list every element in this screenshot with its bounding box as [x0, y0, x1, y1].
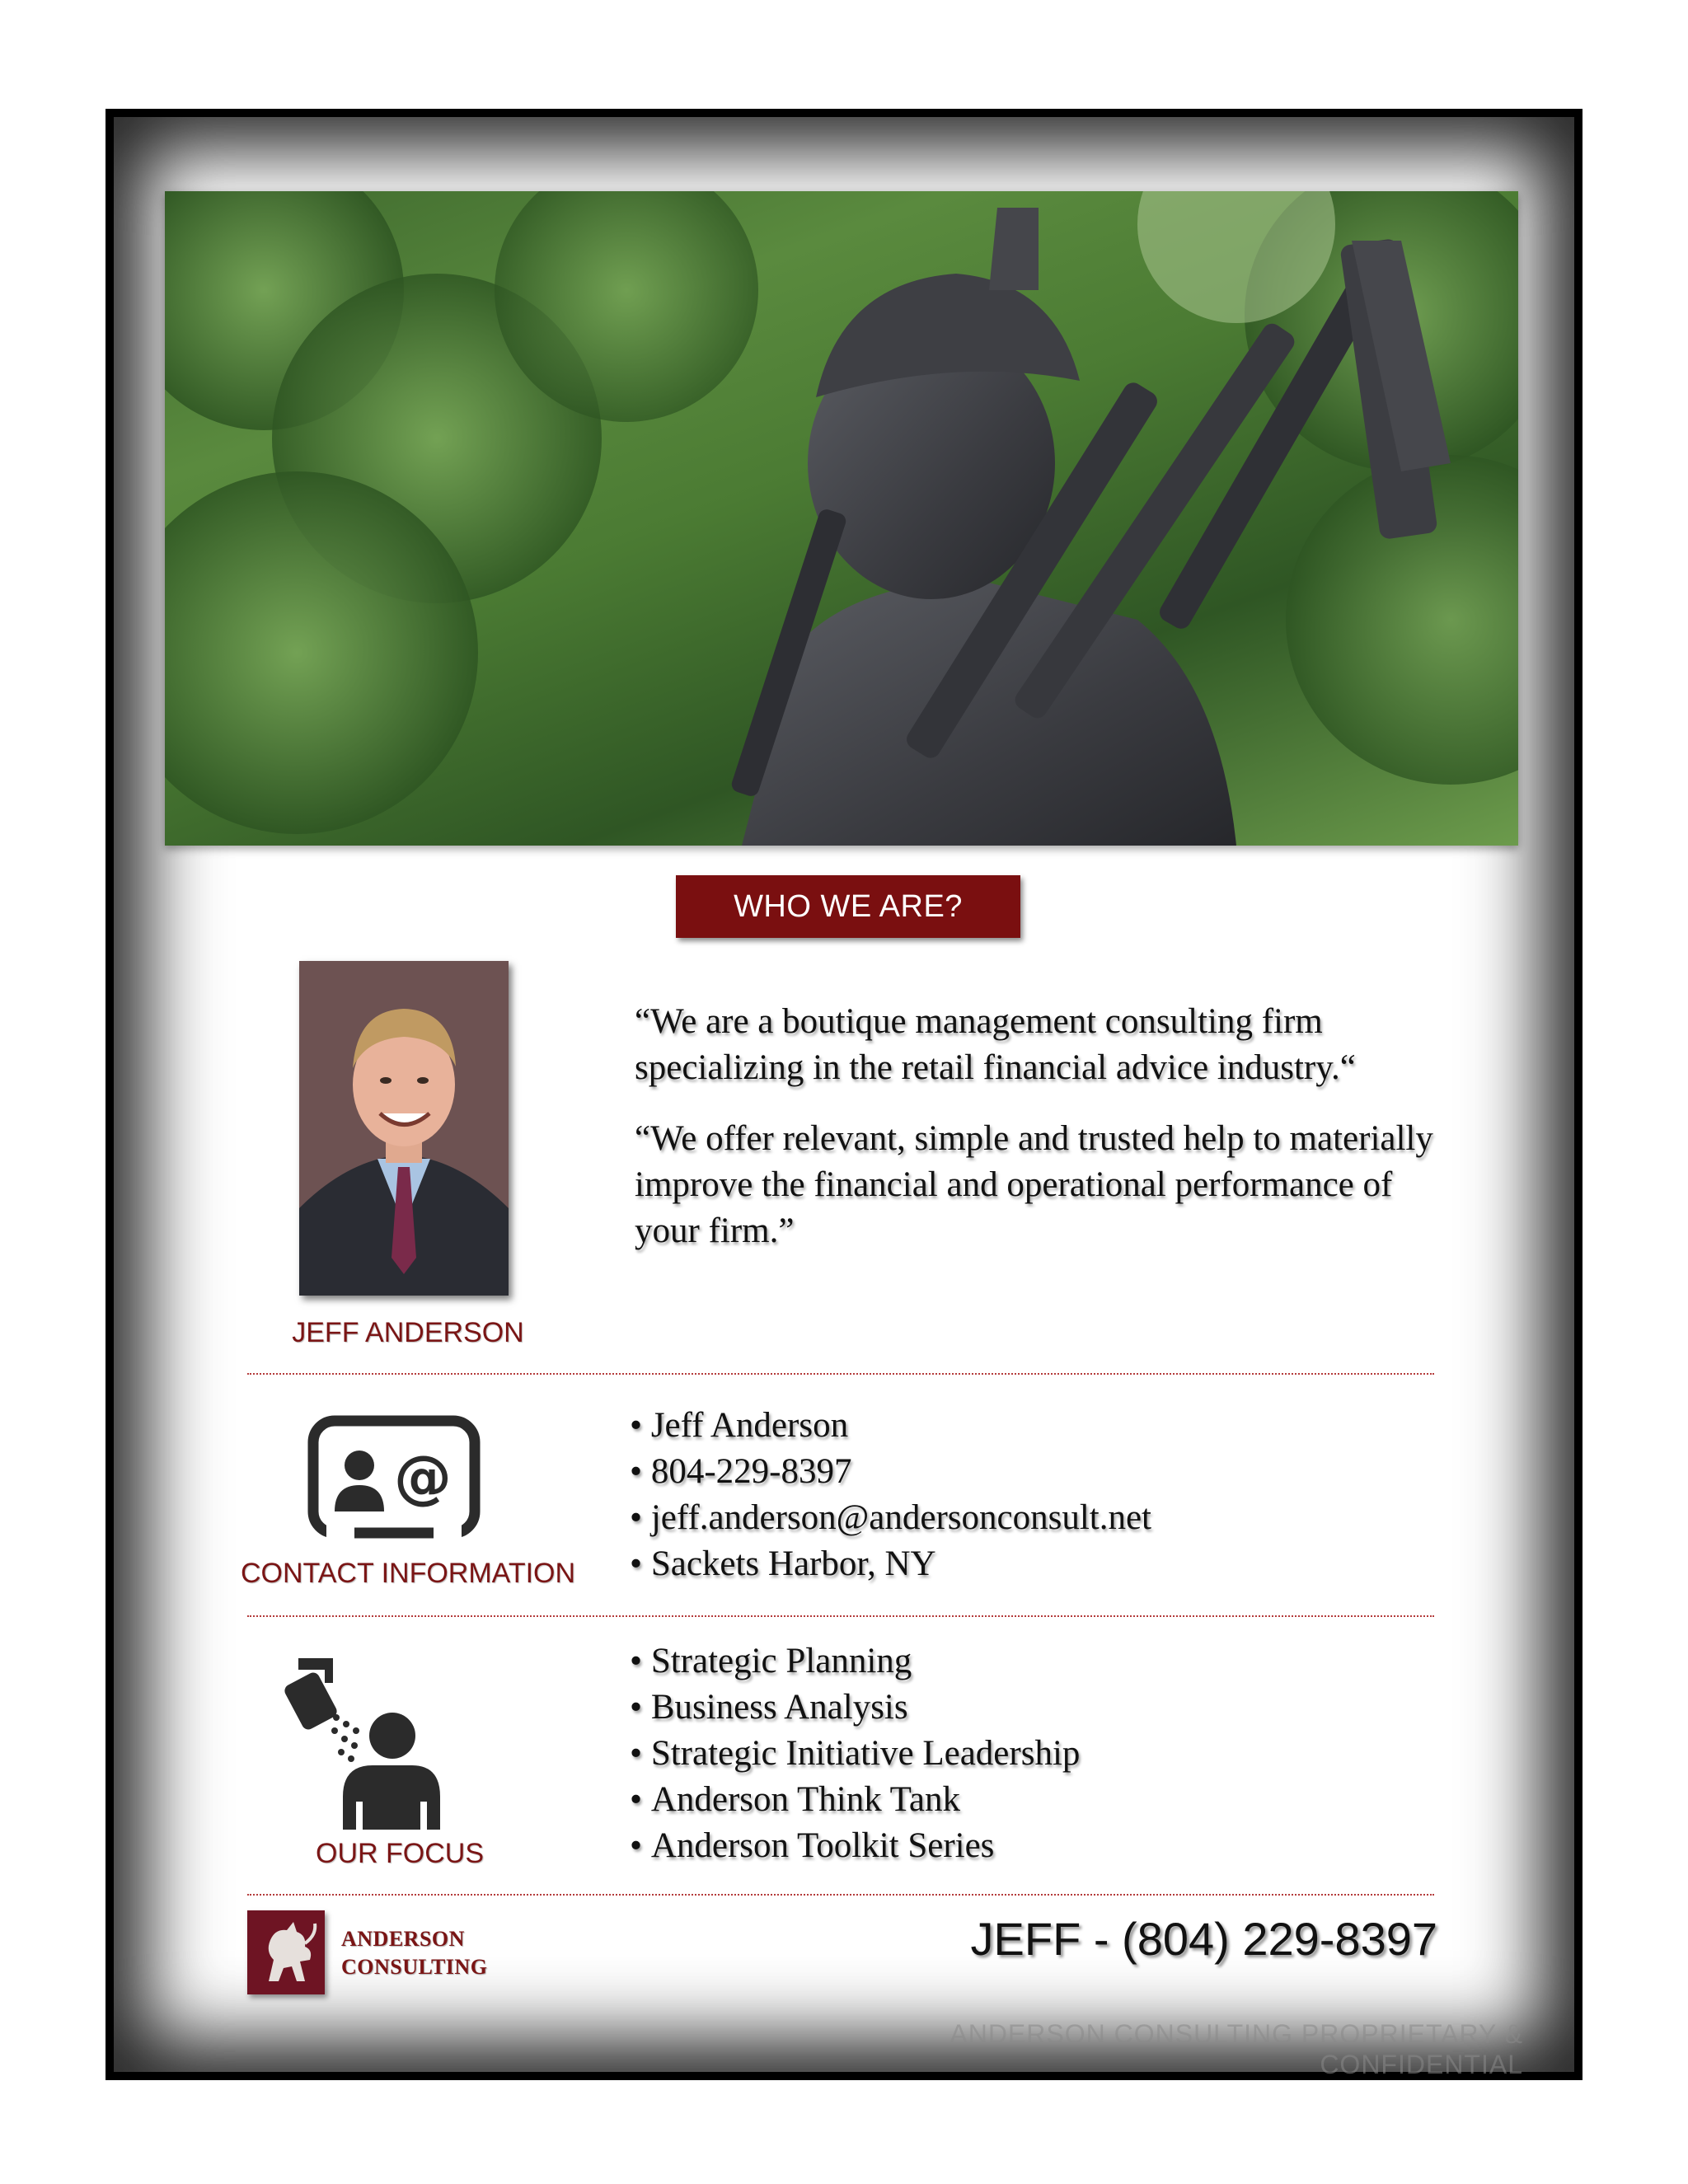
profile-portrait: [299, 961, 509, 1296]
focus-item: • Strategic Initiative Leadership: [630, 1731, 1080, 1777]
profile-name-caption: JEFF ANDERSON: [292, 1317, 524, 1348]
logo-line-2: CONSULTING: [341, 1955, 488, 1979]
focus-item: • Business Analysis: [630, 1685, 1080, 1731]
focus-list: [630, 1638, 1080, 1869]
quote-1: “We are a boutique management consulting firm specializing in the retail financial advice industry.“: [635, 1002, 1356, 1087]
contact-email: • jeff.anderson@andersonconsult.net: [630, 1495, 1151, 1541]
confidential-notice: ANDERSON CONSULTING PROPRIETARY & CONFIDENTIAL: [950, 2019, 1523, 2079]
logo-line-1: ANDERSON: [341, 1927, 465, 1951]
hero-image-bagpiper-statue: [165, 191, 1518, 846]
focus-item: • Anderson Think Tank: [630, 1777, 1080, 1823]
focus-item: • Strategic Planning: [630, 1638, 1080, 1685]
divider: [247, 1615, 1434, 1617]
contact-name: • Jeff Anderson: [630, 1403, 1151, 1449]
logo-wordmark: [341, 1925, 487, 1981]
focus-item: • Anderson Toolkit Series: [630, 1823, 1080, 1869]
quote-2: “We offer relevant, simple and trusted help to materially improve the financial and operational performance of your firm.”: [635, 1119, 1433, 1250]
divider: [247, 1894, 1434, 1896]
contact-card-icon: [307, 1414, 481, 1546]
who-we-are-badge: [676, 875, 1020, 938]
svg-text:@: @: [394, 1443, 452, 1511]
profile-photo: [299, 961, 509, 1296]
lion-crest-icon: [247, 1910, 325, 1994]
focus-caption: OUR FOCUS: [316, 1838, 484, 1869]
hero-illustration: [165, 191, 1518, 846]
contact-caption: CONTACT INFORMATION: [240, 1558, 576, 1589]
divider: [247, 1373, 1434, 1375]
contact-location: • Sackets Harbor, NY: [630, 1541, 1151, 1587]
contact-list: [630, 1403, 1151, 1587]
footer-phone: JEFF - (804) 229-8397: [970, 1913, 1437, 1965]
who-we-are-label: WHO WE ARE?: [734, 888, 963, 924]
contact-phone: • 804-229-8397: [630, 1449, 1151, 1495]
person-watering-icon: [284, 1657, 457, 1830]
quotes-block: [635, 999, 1459, 1279]
